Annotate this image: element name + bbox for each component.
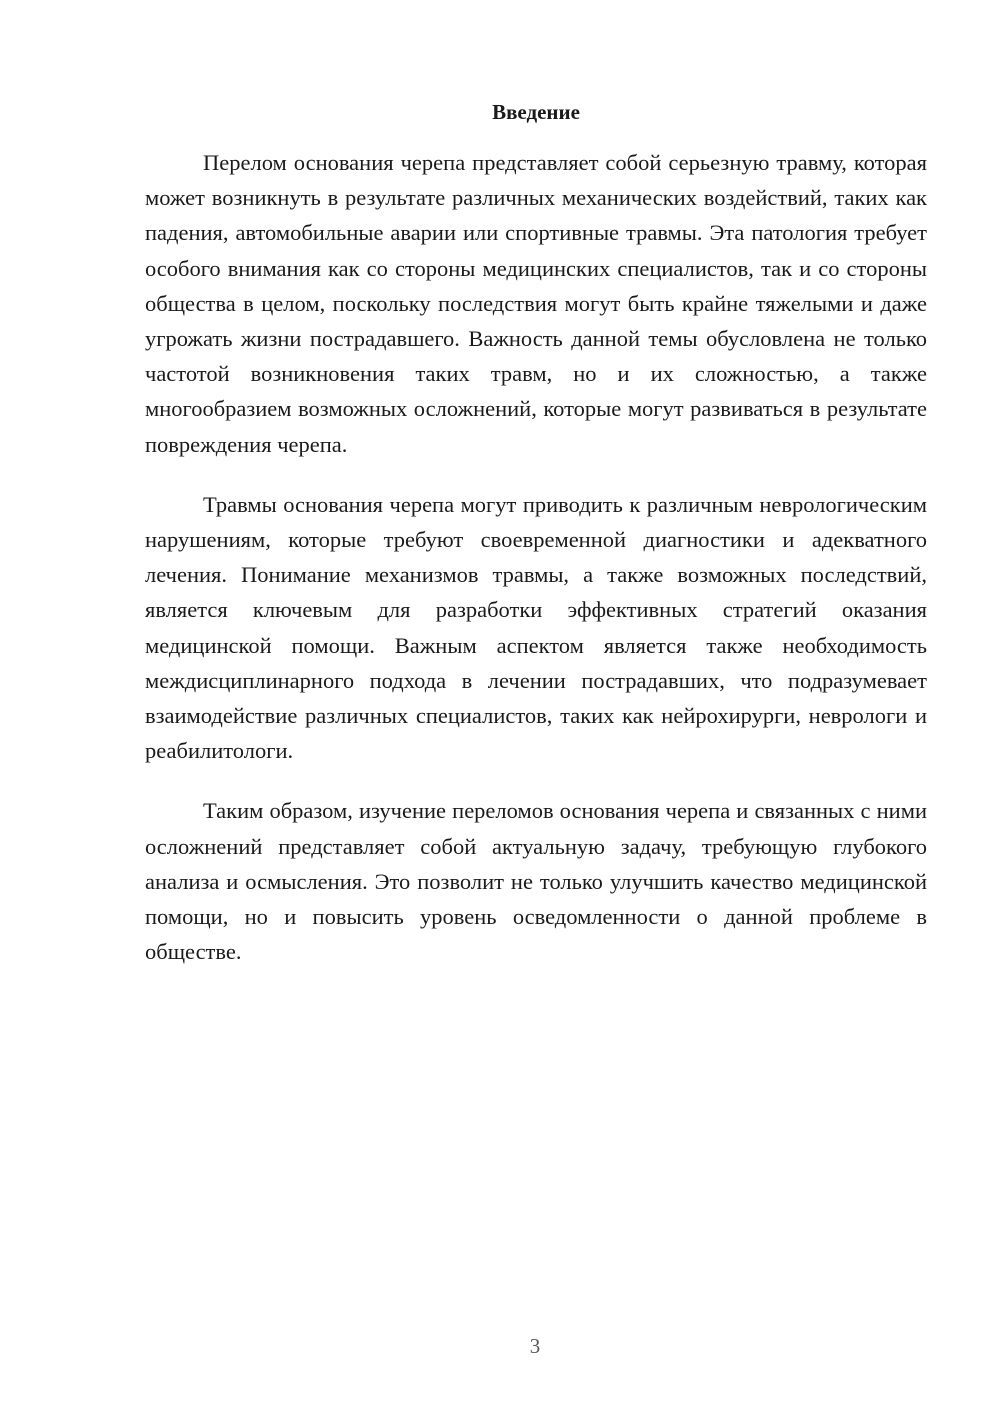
paragraph-3: Таким образом, изучение переломов основания черепа и связанных с ними осложнений представляет собой актуальную задачу, требующую глубокого анализа и осмысления. Это позволит не только улучшить качество медицинской помощи, но и повысить уровень осведомленности о данной проблеме в обществе. [145, 798, 927, 965]
page-title: Введение [492, 100, 580, 124]
page-number: 3 [529, 1334, 541, 1358]
paragraph-1: Перелом основания черепа представляет собой серьезную травму, которая может возникнуть в результате различных механических воздействий, таких как падения, автомобильные аварии или спортивные травмы. Эта патология требует особого внимания как со стороны медицинских специалистов, так и со стороны общества в целом, поскольку последствия могут быть крайне тяжелыми и даже угрожать жизни пострадавшего. Важность данной темы обусловлена не только частотой возникновения таких травм, но и их сложностью, а также многообразием возможных осложнений, которые могут развиваться в результате повреждения черепа. [145, 150, 927, 457]
paragraph-2: Травмы основания черепа могут приводить к различным неврологическим нарушениям, которые требуют своевременной диагностики и адекватного лечения. Понимание механизмов травмы, а также возможных последствий, является ключевым для разработки эффективных стратегий оказания медицинской помощи. Важным аспектом является также необходимость междисциплинарного подхода в лечении пострадавших, что подразумевает взаимодействие различных специалистов, таких как нейрохирурги, неврологи и реабилитологи. [145, 491, 927, 764]
document-body [145, 145, 927, 994]
